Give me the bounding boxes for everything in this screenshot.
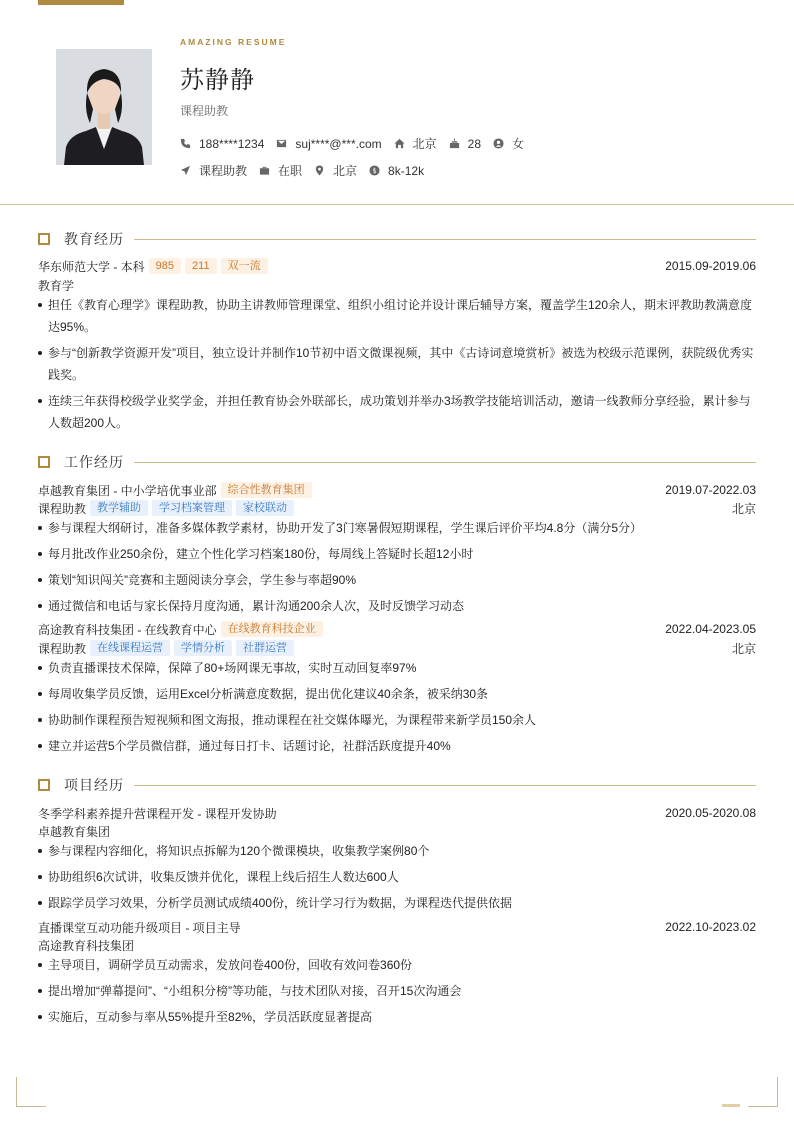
resume-brand: AMAZING RESUME <box>180 37 287 47</box>
briefcase-icon <box>259 165 270 176</box>
education-major-row <box>38 276 756 294</box>
candidate-name: 苏静静 <box>180 67 255 94</box>
skill-tag: 在线课程运营 <box>90 640 170 656</box>
bullet-line: 人数超200人。 <box>48 416 129 430</box>
bullet-line: 参与课程大纲研讨，准备多媒体教学素材，协助开发了3门寒暑假短期课程，学生课后评价平均4.8分（满分5分） <box>48 521 643 535</box>
intent-city-text: 北京 <box>333 164 358 178</box>
contact-row <box>180 135 536 152</box>
intent-role-text: 课程助教 <box>199 164 248 178</box>
money-icon <box>369 165 380 176</box>
project-org: 卓越教育集团 <box>38 824 111 839</box>
project-org: 高途教育科技集团 <box>38 938 135 953</box>
svg-text:$: $ <box>372 166 377 175</box>
project-period: 2020.05-2020.08 <box>665 806 756 820</box>
job-position: 课程助教 <box>38 641 87 656</box>
project-name: 冬季学科素养提升营课程开发 - 课程开发协助 <box>38 806 277 821</box>
skill-tag: 学习档案管理 <box>152 500 232 516</box>
project-bullet <box>38 892 756 914</box>
job-city: 北京 <box>731 501 756 516</box>
salary-text: 8k-12k <box>388 163 425 178</box>
project-bullet <box>38 980 756 1002</box>
age-item <box>449 137 481 151</box>
section-square-icon <box>38 233 50 245</box>
job-bullet <box>38 657 756 679</box>
section-square-icon <box>38 456 50 468</box>
bullet-line: 提出增加“弹幕提问”、“小组积分榜”等功能，与技术团队对接，召开15次沟通会 <box>48 984 462 998</box>
footer-accent-dash <box>722 1104 740 1107</box>
bullet-line: 实施后，互动参与率从55%提升至82%，学员活跃度显著提高 <box>48 1010 373 1024</box>
education-bullet <box>38 390 756 434</box>
job-company-row <box>38 481 756 499</box>
bullet-line: 协助组织6次试讲，收集反馈并优化，课程上线后招生人数达600人 <box>48 870 399 884</box>
bullet-line: 负责直播课技术保障，保障了80+场网课无事故，实时互动回复率97% <box>48 661 417 675</box>
education-major: 教育学 <box>38 278 75 293</box>
project-bullet <box>38 1006 756 1028</box>
bullet-line: 协助制作课程预告短视频和图文海报，推动课程在社交媒体曝光，为课程带来新学员150余人 <box>48 713 537 727</box>
top-accent-bar <box>38 0 124 5</box>
phone-icon <box>180 138 191 149</box>
company-tag: 在线教育科技企业 <box>221 621 323 637</box>
project-name: 直播课堂互动功能升级项目 - 项目主导 <box>38 920 241 935</box>
job-bullet <box>38 683 756 705</box>
job-period: 2019.07-2022.03 <box>665 483 756 497</box>
corner-bracket-right <box>748 1077 778 1107</box>
job-bullet <box>38 569 756 591</box>
skill-tag: 家校联动 <box>236 500 294 516</box>
section-title-text: 工作经历 <box>64 454 124 470</box>
section-rule <box>134 239 756 240</box>
location-pin-icon <box>314 165 325 176</box>
candidate-role: 课程助教 <box>180 104 229 118</box>
section-title-text: 教育经历 <box>64 231 124 247</box>
job-company: 卓越教育集团 - 中小学培优事业部 <box>38 483 217 498</box>
intent-city-item <box>314 162 357 179</box>
user-icon <box>493 138 504 149</box>
bullet-line: 践奖。 <box>48 368 85 382</box>
education-school-row <box>38 257 756 275</box>
work-section-title <box>38 454 756 470</box>
job-company-row <box>38 620 756 638</box>
email-text: suj****@***.com <box>295 136 382 151</box>
send-icon <box>180 165 191 176</box>
intent-row <box>180 162 436 179</box>
section-square-icon <box>38 779 50 791</box>
city-text: 北京 <box>412 137 437 151</box>
job-position-row <box>38 499 756 517</box>
bullet-line: 跟踪学员学习效果，分析学员测试成绩400份，统计学习行为数据，为课程迭代提供依据 <box>48 896 513 910</box>
job-company: 高途教育科技集团 - 在线教育中心 <box>38 622 217 637</box>
school-tag: 985 <box>149 258 181 274</box>
bullet-line: 建立并运营5个学员微信群，通过每日打卡、话题讨论，社群活跃度提升40% <box>48 739 451 753</box>
project-name-row <box>38 804 756 822</box>
skill-tag: 教学辅助 <box>90 500 148 516</box>
header-divider <box>0 204 794 205</box>
job-bullet <box>38 595 756 617</box>
bullet-line: 连续三年获得校级学业奖学金，并担任教育协会外联部长，成功策划并举办3场教学技能培训活动，邀请一线教师分享经验，累计参与 <box>48 394 751 408</box>
project-period: 2022.10-2023.02 <box>665 920 756 934</box>
email-item <box>276 137 381 151</box>
school-tag: 双一流 <box>221 258 268 274</box>
school-name: 华东师范大学 - 本科 <box>38 259 145 274</box>
education-bullet <box>38 342 756 386</box>
job-bullet <box>38 543 756 565</box>
home-icon <box>394 138 405 149</box>
phone-text: 188****1234 <box>199 136 265 151</box>
job-bullet <box>38 735 756 757</box>
profile-photo <box>56 49 152 165</box>
job-bullet <box>38 517 756 539</box>
bullet-line: 主导项目，调研学员互动需求，发放问卷400份，回收有效问卷360份 <box>48 958 413 972</box>
intent-role-item <box>180 162 247 179</box>
section-rule <box>134 462 756 463</box>
education-section-title <box>38 231 756 247</box>
bullet-line: 参与“创新教学资源开发”项目，独立设计并制作10节初中语文微课视频，其中《古诗词意境赏析》被选为校级示范课例，获院级优秀实 <box>48 346 754 360</box>
project-bullet <box>38 840 756 862</box>
bullet-line: 达95%。 <box>48 320 97 334</box>
education-bullet <box>38 294 756 338</box>
section-rule <box>134 785 756 786</box>
project-org-row <box>38 822 756 840</box>
status-text: 在职 <box>278 164 303 178</box>
job-period: 2022.04-2023.05 <box>665 622 756 636</box>
project-org-row <box>38 936 756 954</box>
mail-icon <box>276 138 287 149</box>
company-tag: 综合性教育集团 <box>221 482 312 498</box>
phone-item <box>180 137 264 151</box>
cake-icon <box>449 138 460 149</box>
section-title-text: 项目经历 <box>64 777 124 793</box>
skill-tag: 学情分析 <box>174 640 232 656</box>
bullet-line: 每月批改作业250余份，建立个性化学习档案180份，每周线上答疑时长超12小时 <box>48 547 474 561</box>
age-text: 28 <box>467 136 481 151</box>
skill-tag: 社群运营 <box>236 640 294 656</box>
bullet-line: 参与课程内容细化，将知识点拆解为120个微课模块，收集教学案例80个 <box>48 844 430 858</box>
job-position: 课程助教 <box>38 501 87 516</box>
education-period: 2015.09-2019.06 <box>665 259 756 273</box>
school-tag: 211 <box>185 258 217 274</box>
project-bullet <box>38 866 756 888</box>
gender-text: 女 <box>512 137 525 151</box>
gender-item <box>493 135 524 152</box>
salary-item <box>369 164 424 178</box>
project-bullet <box>38 954 756 976</box>
projects-section-title <box>38 777 756 793</box>
bullet-line: 通过微信和电话与家长保持月度沟通，累计沟通200余人次，及时反馈学习动态 <box>48 599 465 613</box>
city-item <box>394 135 437 152</box>
project-name-row <box>38 918 756 936</box>
bullet-line: 策划“知识闯关”竞赛和主题阅读分享会，学生参与率超90% <box>48 573 357 587</box>
status-item <box>259 162 302 179</box>
job-position-row <box>38 639 756 657</box>
bullet-line: 担任《教育心理学》课程助教，协助主讲教师管理课堂、组织小组讨论并设计课后辅导方案，覆盖学生120余人，期末评教助教满意度 <box>48 298 753 312</box>
job-bullet <box>38 709 756 731</box>
bullet-line: 每周收集学员反馈，运用Excel分析满意度数据，提出优化建议40余条，被采纳30条 <box>48 687 489 701</box>
corner-bracket-left <box>16 1077 46 1107</box>
job-city: 北京 <box>731 641 756 656</box>
portrait-illustration <box>56 49 152 165</box>
